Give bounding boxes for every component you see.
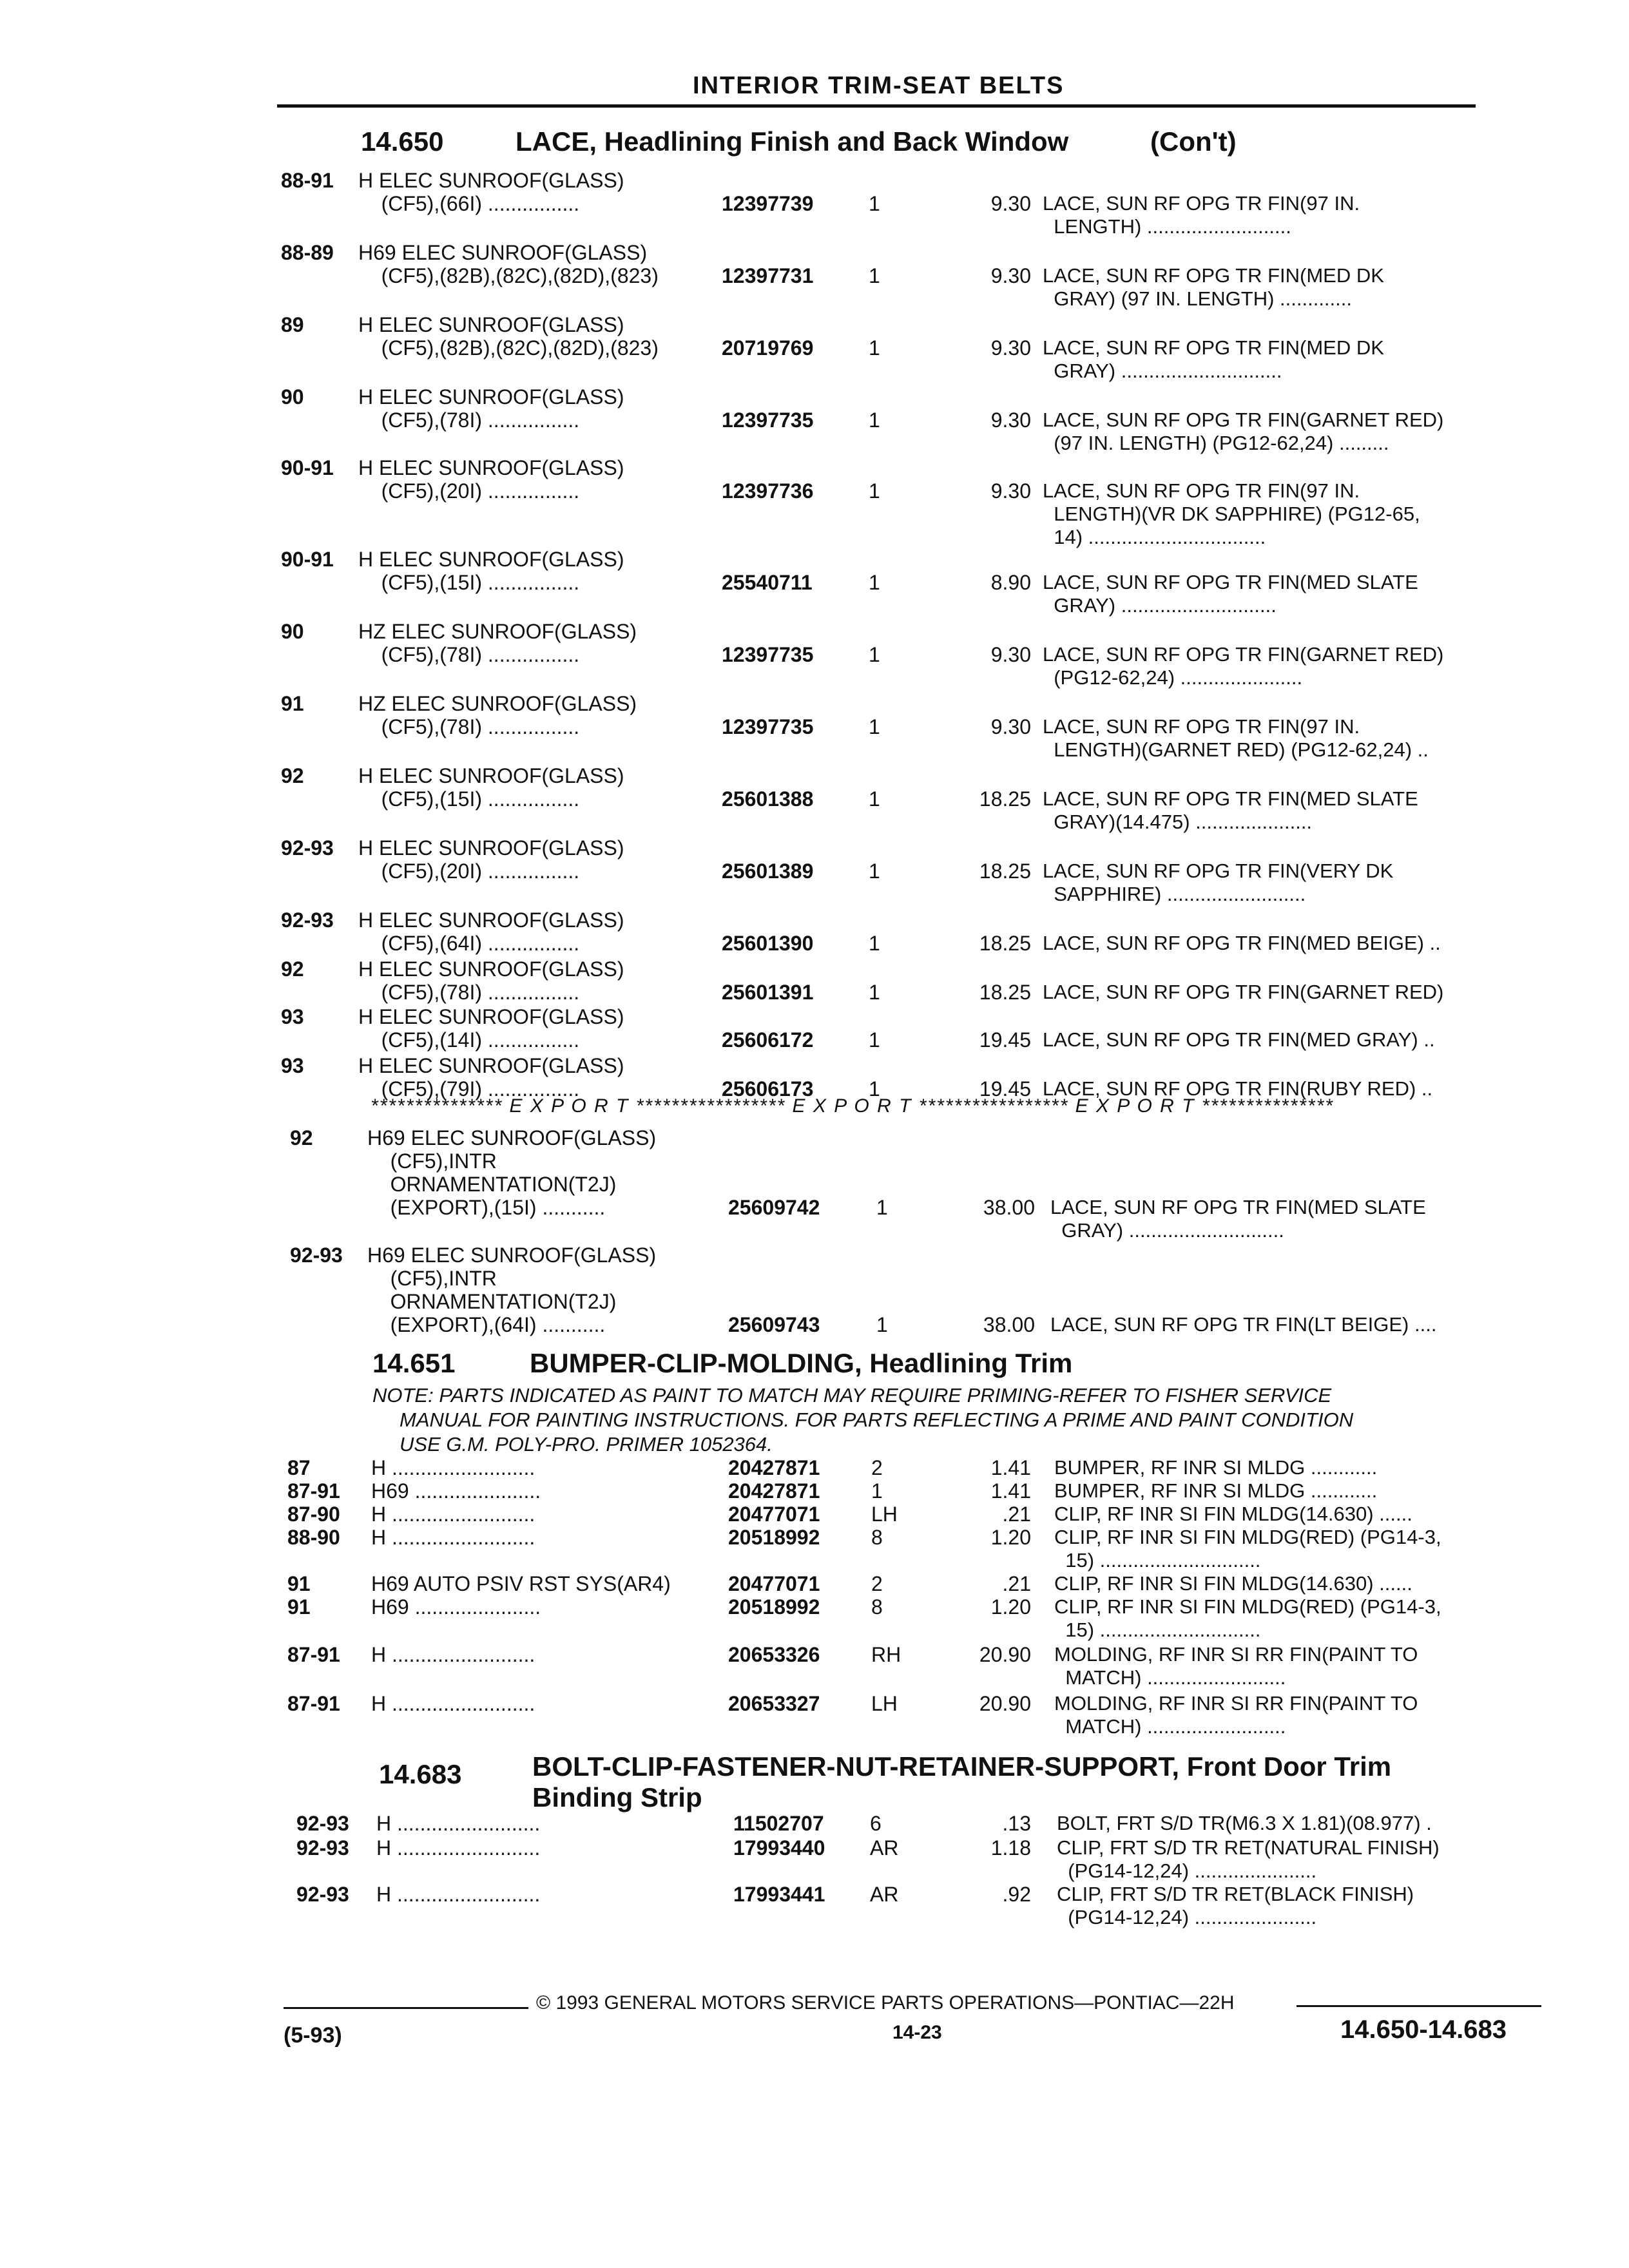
part-number: 20477071 [728,1503,820,1526]
quantity: 1 [869,571,880,594]
application-line: (CF5),(15I) ................ [358,571,580,594]
description-line: LACE, SUN RF OPG TR FIN(GARNET RED) [1043,643,1444,666]
description-line: MATCH) ......................... [1054,1666,1286,1689]
application-line: (CF5),(82B),(82C),(82D),(823) [358,264,659,287]
application-line: (CF5),(78I) ................ [358,408,580,432]
description-line: LACE, SUN RF OPG TR FIN(VERY DK [1043,860,1394,882]
model-year: 88-89 [281,241,334,264]
price: .21 [1002,1572,1031,1595]
application-line: (CF5),(20I) ................ [358,860,580,883]
quantity: LH [871,1503,898,1526]
quantity: 1 [869,479,880,503]
model-year: 87-91 [287,1479,340,1503]
quantity: AR [870,1836,899,1860]
part-number: 25609743 [728,1313,820,1336]
application-line: (EXPORT),(64I) ........... [367,1313,606,1336]
part-number: 12397735 [722,643,814,666]
quantity: 1 [869,715,880,738]
quantity: 6 [870,1812,882,1835]
description-line: (PG12-62,24) ...................... [1043,666,1303,689]
model-year: 88-90 [287,1526,340,1549]
quantity: 1 [871,1479,883,1503]
model-year: 87-91 [287,1692,340,1715]
application-line: (CF5),(78I) ................ [358,981,580,1004]
description-line: (PG14-12,24) ...................... [1057,1906,1317,1928]
application-line: (CF5),INTR [367,1267,497,1290]
model-year: 91 [287,1572,311,1595]
description-line: MOLDING, RF INR SI RR FIN(PAINT TO [1054,1692,1418,1715]
application-line: (CF5),(82B),(82C),(82D),(823) [358,336,659,360]
price: 9.30 [990,192,1031,215]
application-line: HZ ELEC SUNROOF(GLASS) [358,692,637,715]
price: 9.30 [990,643,1031,666]
description-line: CLIP, FRT S/D TR RET(BLACK FINISH) [1057,1883,1414,1905]
part-number: 20518992 [728,1595,820,1619]
price: 20.90 [979,1692,1031,1715]
description-line: LACE, SUN RF OPG TR FIN(LT BEIGE) .... [1050,1313,1437,1336]
description-line: LACE, SUN RF OPG TR FIN(MED SLATE [1050,1196,1426,1218]
price: 9.30 [990,408,1031,432]
part-number: 17993440 [733,1836,825,1860]
application-line: H ......................... [371,1643,535,1666]
application-line: H ELEC SUNROOF(GLASS) [358,908,624,932]
application-line: (CF5),(64I) ................ [358,932,580,955]
model-year: 92 [281,764,304,787]
quantity: AR [870,1883,899,1906]
price: 9.30 [990,715,1031,738]
section-number: 14.650 [361,126,444,157]
price: 1.41 [990,1479,1031,1503]
model-year: 92 [290,1126,313,1149]
price: 19.45 [979,1028,1031,1052]
model-year: 89 [281,313,304,336]
footer-section-range: 14.650-14.683 [1340,2015,1507,2044]
part-number: 12397735 [722,715,814,738]
application-line: H ELEC SUNROOF(GLASS) [358,385,624,408]
part-number: 20477071 [728,1572,820,1595]
model-year: 92 [281,957,304,981]
description-line: LENGTH)(VR DK SAPPHIRE) (PG12-65, [1043,503,1420,525]
part-number: 25540711 [722,571,813,594]
quantity: 8 [871,1595,883,1619]
model-year: 88-91 [281,169,334,192]
model-year: 90-91 [281,456,334,479]
part-number: 25601388 [722,787,814,811]
description-line: CLIP, RF INR SI FIN MLDG(RED) (PG14-3, [1054,1526,1441,1548]
part-number: 12397731 [722,264,814,287]
footer-date: (5-93) [284,2023,342,2048]
model-year: 92-93 [296,1812,349,1835]
section-note-line: NOTE: PARTS INDICATED AS PAINT TO MATCH MAY REQUIRE PRIMING-REFER TO FISHER SERVICE [372,1384,1332,1407]
description-line: (97 IN. LENGTH) (PG12-62,24) ......... [1043,432,1389,454]
application-line: (CF5),(20I) ................ [358,479,580,503]
description-line: CLIP, RF INR SI FIN MLDG(RED) (PG14-3, [1054,1595,1441,1618]
model-year: 90 [281,385,304,408]
description-line: (PG14-12,24) ...................... [1057,1860,1317,1882]
part-number: 20427871 [728,1456,820,1479]
application-line: H69 ...................... [371,1479,541,1503]
price: .92 [1002,1883,1031,1906]
model-year: 92-93 [281,836,334,860]
description-line: LACE, SUN RF OPG TR FIN(RUBY RED) .. [1043,1077,1433,1100]
model-year: 87-90 [287,1503,340,1526]
description-line: LACE, SUN RF OPG TR FIN(GARNET RED) [1043,408,1444,431]
header-rule [277,104,1476,108]
quantity: 1 [876,1196,888,1219]
application-line: (EXPORT),(15I) ........... [367,1196,606,1219]
description-line: GRAY) ............................ [1050,1219,1284,1242]
application-line: H ELEC SUNROOF(GLASS) [358,169,624,192]
model-year: 91 [281,692,304,715]
section-title-continued: Binding Strip [532,1782,702,1812]
description-line: LACE, SUN RF OPG TR FIN(MED SLATE [1043,571,1418,593]
description-line: SAPPHIRE) ......................... [1043,883,1306,905]
quantity: 8 [871,1526,883,1549]
footer-page-number: 14-23 [892,2022,942,2043]
application-line: H ......................... [371,1692,535,1715]
quantity: 1 [869,981,880,1004]
description-line: CLIP, RF INR SI FIN MLDG(14.630) ...... [1054,1503,1412,1525]
application-line: H69 ELEC SUNROOF(GLASS) [367,1244,657,1267]
price: 18.25 [979,932,1031,955]
description-line: MOLDING, RF INR SI RR FIN(PAINT TO [1054,1643,1418,1666]
model-year: 93 [281,1005,304,1028]
part-number: 25609742 [728,1196,820,1219]
application-line: H ELEC SUNROOF(GLASS) [358,1005,624,1028]
description-line: LACE, SUN RF OPG TR FIN(MED DK [1043,336,1384,359]
description-line: 14) ................................ [1043,526,1266,548]
price: 1.41 [990,1456,1031,1479]
description-line: GRAY) ............................ [1043,594,1277,617]
application-line: H ELEC SUNROOF(GLASS) [358,957,624,981]
application-line: H ......................... [376,1836,541,1860]
quantity: 1 [876,1313,888,1336]
part-number: 20653326 [728,1643,820,1666]
quantity: 1 [869,932,880,955]
quantity: 2 [871,1572,883,1595]
price: 38.00 [983,1313,1035,1336]
description-line: MATCH) ......................... [1054,1715,1286,1738]
description-line: LENGTH)(GARNET RED) (PG12-62,24) .. [1043,738,1429,761]
application-line: H69 ELEC SUNROOF(GLASS) [367,1126,657,1149]
section-number: 14.683 [379,1759,462,1789]
application-line: H ELEC SUNROOF(GLASS) [358,456,624,479]
model-year: 92-93 [290,1244,343,1267]
description-line: LACE, SUN RF OPG TR FIN(97 IN. [1043,479,1360,502]
description-line: 15) ............................. [1054,1619,1261,1641]
price: 18.25 [979,981,1031,1004]
model-year: 87 [287,1456,311,1479]
description-line: GRAY)(14.475) ..................... [1043,811,1313,833]
description-line: LACE, SUN RF OPG TR FIN(MED GRAY) .. [1043,1028,1435,1051]
quantity: 1 [869,408,880,432]
application-line: (CF5),(78I) ................ [358,715,580,738]
application-line: (CF5),(79I) ................ [358,1077,580,1100]
application-line: H ELEC SUNROOF(GLASS) [358,1054,624,1077]
application-line: H ......................... [376,1883,541,1906]
model-year: 92-93 [281,908,334,932]
application-line: H ELEC SUNROOF(GLASS) [358,836,624,860]
quantity: 1 [869,1077,880,1100]
application-line: H69 AUTO PSIV RST SYS(AR4) [371,1572,671,1595]
section-number: 14.651 [372,1348,456,1378]
description-line: GRAY) (97 IN. LENGTH) ............. [1043,287,1353,310]
section-continued: (Con't) [1150,126,1237,157]
price: 38.00 [983,1196,1035,1219]
footer-copyright: © 1993 GENERAL MOTORS SERVICE PARTS OPERATIONS—PONTIAC—22H [536,1992,1235,2013]
application-line: (CF5),(14I) ................ [358,1028,580,1052]
description-line: CLIP, RF INR SI FIN MLDG(14.630) ...... [1054,1572,1412,1595]
quantity: 1 [869,264,880,287]
description-line: CLIP, FRT S/D TR RET(NATURAL FINISH) [1057,1836,1440,1859]
price: 1.20 [990,1595,1031,1619]
model-year: 92-93 [296,1883,349,1906]
description-line: LACE, SUN RF OPG TR FIN(MED SLATE [1043,787,1418,810]
part-number: 25606173 [722,1077,814,1100]
price: 9.30 [990,479,1031,503]
footer-rule-right [1296,2005,1541,2007]
model-year: 93 [281,1054,304,1077]
part-number: 25606172 [722,1028,814,1052]
quantity: 1 [869,860,880,883]
application-line: H69 ...................... [371,1595,541,1619]
application-line: ORNAMENTATION(T2J) [367,1173,617,1196]
section-note-line: MANUAL FOR PAINTING INSTRUCTIONS. FOR PARTS REFLECTING A PRIME AND PAINT CONDITION [400,1408,1354,1431]
application-line: H ......................... [371,1526,535,1549]
application-line: H ELEC SUNROOF(GLASS) [358,764,624,787]
quantity: 1 [869,787,880,811]
description-line: LACE, SUN RF OPG TR FIN(MED BEIGE) .. [1043,932,1441,954]
part-number: 12397736 [722,479,814,503]
description-line: BUMPER, RF INR SI MLDG ............ [1054,1456,1378,1479]
model-year: 90-91 [281,548,334,571]
application-line: H ELEC SUNROOF(GLASS) [358,313,624,336]
footer-rule-left [284,2007,528,2009]
model-year: 87-91 [287,1643,340,1666]
price: 1.18 [990,1836,1031,1860]
part-number: 25601391 [722,981,814,1004]
quantity: 1 [869,336,880,360]
model-year: 90 [281,620,304,643]
export-divider: *************** E X P O R T ***************** E X P O R T ***************** E X P O R T *************** [371,1095,1334,1117]
page-header-title: INTERIOR TRIM-SEAT BELTS [693,72,1065,99]
part-number: 20653327 [728,1692,820,1715]
application-line: (CF5),(15I) ................ [358,787,580,811]
description-line: GRAY) ............................. [1043,360,1282,382]
application-line: (CF5),(66I) ................ [358,192,580,215]
application-line: H69 ELEC SUNROOF(GLASS) [358,241,648,264]
quantity: 1 [869,643,880,666]
description-line: BUMPER, RF INR SI MLDG ............ [1054,1479,1378,1502]
price: 18.25 [979,787,1031,811]
quantity: 2 [871,1456,883,1479]
application-line: H ......................... [371,1456,535,1479]
price: 9.30 [990,336,1031,360]
application-line: (CF5),(78I) ................ [358,643,580,666]
description-line: BOLT, FRT S/D TR(M6.3 X 1.81)(08.977) . [1057,1812,1432,1834]
price: 9.30 [990,264,1031,287]
part-number: 25601389 [722,860,814,883]
part-number: 12397735 [722,408,814,432]
section-title: BOLT-CLIP-FASTENER-NUT-RETAINER-SUPPORT, Front Door Trim [532,1751,1392,1782]
description-line: LACE, SUN RF OPG TR FIN(97 IN. [1043,192,1360,215]
price: 19.45 [979,1077,1031,1100]
description-line: LACE, SUN RF OPG TR FIN(MED DK [1043,264,1384,287]
price: .13 [1002,1812,1031,1835]
application-line: H ......................... [371,1503,535,1526]
application-line: H ......................... [376,1812,541,1835]
description-line: LACE, SUN RF OPG TR FIN(97 IN. [1043,715,1360,738]
part-number: 20427871 [728,1479,820,1503]
price: 20.90 [979,1643,1031,1666]
part-number: 12397739 [722,192,814,215]
quantity: LH [871,1692,898,1715]
quantity: RH [871,1643,901,1666]
price: 8.90 [990,571,1031,594]
price: .21 [1002,1503,1031,1526]
quantity: 1 [869,1028,880,1052]
price: 18.25 [979,860,1031,883]
model-year: 92-93 [296,1836,349,1860]
price: 1.20 [990,1526,1031,1549]
section-title: LACE, Headlining Finish and Back Window [516,126,1069,157]
part-number: 20518992 [728,1526,820,1549]
part-number: 17993441 [733,1883,825,1906]
application-line: HZ ELEC SUNROOF(GLASS) [358,620,637,643]
description-line: LACE, SUN RF OPG TR FIN(GARNET RED) [1043,981,1444,1003]
part-number: 25601390 [722,932,814,955]
application-line: ORNAMENTATION(T2J) [367,1290,617,1313]
part-number: 20719769 [722,336,814,360]
section-title: BUMPER-CLIP-MOLDING, Headlining Trim [530,1348,1073,1378]
description-line: 15) ............................. [1054,1549,1261,1571]
part-number: 11502707 [733,1812,824,1835]
application-line: H ELEC SUNROOF(GLASS) [358,548,624,571]
quantity: 1 [869,192,880,215]
description-line: LENGTH) .......................... [1043,215,1291,238]
application-line: (CF5),INTR [367,1149,497,1173]
model-year: 91 [287,1595,311,1619]
section-note-line: USE G.M. POLY-PRO. PRIMER 1052364. [400,1433,773,1456]
